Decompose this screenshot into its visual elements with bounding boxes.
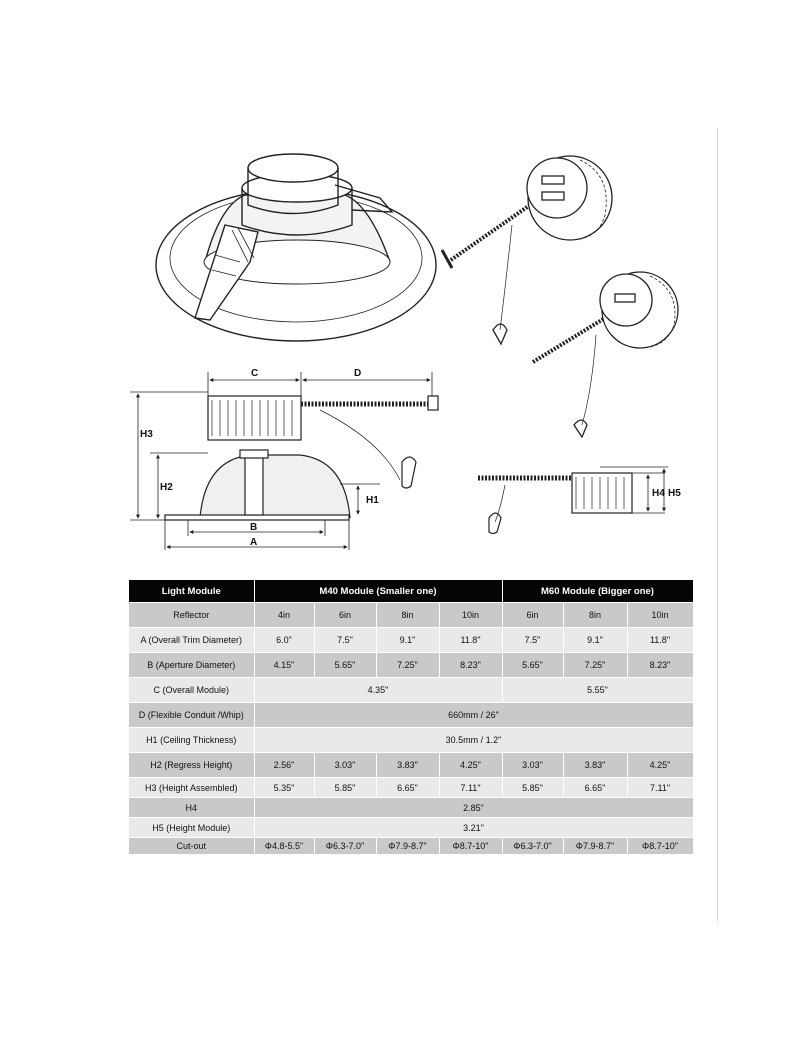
- table-cell: 5.85": [314, 778, 376, 798]
- table-cell: 5.65": [314, 653, 376, 678]
- table-cell: 7.25": [376, 653, 439, 678]
- table-cell: 4.25": [439, 753, 502, 778]
- table-cell: 4.15": [254, 653, 314, 678]
- table-cell: 3.83": [563, 753, 627, 778]
- table-cell: 5.55": [502, 678, 693, 703]
- table-cell: 8.23": [627, 653, 693, 678]
- row-label: H2 (Regress Height): [129, 753, 254, 778]
- module-elevation-drawing: [478, 473, 632, 534]
- dim-label-h3: H3: [140, 429, 153, 440]
- row-label: D (Flexible Conduit /Whip): [129, 703, 254, 728]
- table-cell: Φ7.9-8.7": [563, 838, 627, 855]
- table-cell: 6in: [314, 603, 376, 628]
- table-cell: 10in: [439, 603, 502, 628]
- row-label: H4: [129, 798, 254, 818]
- dim-label-h4: H4: [652, 488, 665, 499]
- row-label: Reflector: [129, 603, 254, 628]
- row-label: B (Aperture Diameter): [129, 653, 254, 678]
- table-cell: 8in: [563, 603, 627, 628]
- table-cell: 8.23": [439, 653, 502, 678]
- table-cell: 7.5": [314, 628, 376, 653]
- dim-label-h2: H2: [160, 482, 173, 493]
- row-label: H5 (Height Module): [129, 818, 254, 838]
- table-cell: 7.11": [439, 778, 502, 798]
- table-cell: Φ8.7-10": [439, 838, 502, 855]
- header-m40-module: M40 Module (Smaller one): [254, 580, 502, 603]
- side-elevation-drawing: [165, 396, 438, 520]
- row-label: A (Overall Trim Diameter): [129, 628, 254, 653]
- table-cell: 7.5": [502, 628, 563, 653]
- table-cell: 3.83": [376, 753, 439, 778]
- table-cell: 3.03": [502, 753, 563, 778]
- table-cell: 7.11": [627, 778, 693, 798]
- table-cell: 4.35": [254, 678, 502, 703]
- table-cell: 30.5mm / 1.2": [254, 728, 693, 753]
- table-cell: 4in: [254, 603, 314, 628]
- downlight-assembly-drawing: [156, 154, 436, 341]
- table-cell: 2.56": [254, 753, 314, 778]
- table-cell: Φ8.7-10": [627, 838, 693, 855]
- dim-label-b: B: [250, 522, 258, 533]
- table-row-cutout: [129, 838, 693, 855]
- table-row-aperture-diameter: [129, 653, 693, 678]
- table-row-overall-module: [129, 678, 693, 703]
- row-label: C (Overall Module): [129, 678, 254, 703]
- table-cell: 9.1": [376, 628, 439, 653]
- table-row-ceiling-thickness: [129, 728, 693, 753]
- table-cell: 6.65": [563, 778, 627, 798]
- table-cell: 6in: [502, 603, 563, 628]
- table-row-height-module: [129, 818, 693, 838]
- row-label: H1 (Ceiling Thickness): [129, 728, 254, 753]
- table-cell: 660mm / 26": [254, 703, 693, 728]
- table-cell: 3.03": [314, 753, 376, 778]
- dim-label-c: C: [251, 368, 259, 379]
- table-cell: 11.8": [439, 628, 502, 653]
- table-row-trim-diameter: [129, 628, 693, 653]
- dim-label-a: A: [250, 537, 258, 548]
- table-row-h4: [129, 798, 693, 818]
- dim-label-h1: H1: [366, 495, 379, 506]
- table-row-reflector: [129, 603, 693, 628]
- table-cell: Φ6.3-7.0": [502, 838, 563, 855]
- dim-label-d: D: [354, 368, 362, 379]
- table-cell: 10in: [627, 603, 693, 628]
- table-cell: 6.0": [254, 628, 314, 653]
- table-cell: Φ6.3-7.0": [314, 838, 376, 855]
- table-cell: 5.65": [502, 653, 563, 678]
- m40-module-with-conduit-drawing: [533, 272, 678, 437]
- table-cell: 7.25": [563, 653, 627, 678]
- table-cell: 8in: [376, 603, 439, 628]
- row-label: H3 (Height Assembled): [129, 778, 254, 798]
- table-cell: 3.21": [254, 818, 693, 838]
- table-row-regress-height: [129, 753, 693, 778]
- specification-table: [129, 580, 694, 855]
- table-cell: 2.85": [254, 798, 693, 818]
- header-m60-module: M60 Module (Bigger one): [502, 580, 693, 603]
- table-cell: 4.25": [627, 753, 693, 778]
- table-cell: 11.8": [627, 628, 693, 653]
- table-cell: 5.85": [502, 778, 563, 798]
- m60-module-with-conduit-drawing: [442, 156, 612, 344]
- table-cell: 9.1": [563, 628, 627, 653]
- table-cell: Φ7.9-8.7": [376, 838, 439, 855]
- table-header-row: [129, 580, 693, 603]
- table-cell: 5.35": [254, 778, 314, 798]
- dim-label-h5: H5: [668, 488, 681, 499]
- row-label: Cut-out: [129, 838, 254, 855]
- header-light-module: Light Module: [129, 580, 254, 603]
- table-cell: 6.65": [376, 778, 439, 798]
- table-cell: Φ4.8-5.5": [254, 838, 314, 855]
- table-row-height-assembled: [129, 778, 693, 798]
- table-row-conduit-whip: [129, 703, 693, 728]
